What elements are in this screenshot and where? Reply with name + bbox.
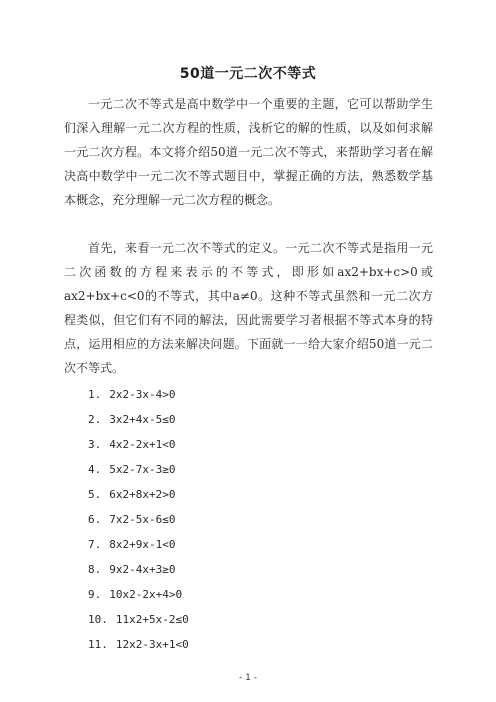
inequality-list <box>88 388 189 663</box>
page-number: - 1 - <box>239 673 257 683</box>
item-number: 1. <box>88 388 102 401</box>
document-title: 50道一元二次不等式 <box>179 66 317 82</box>
item-number: 2. <box>88 413 102 426</box>
item-number: 9. <box>88 588 102 601</box>
list-item <box>88 388 189 413</box>
item-number: 7. <box>88 538 102 551</box>
item-number: 5. <box>88 488 102 501</box>
list-item <box>88 463 189 488</box>
item-expression: 10x2-2x+4>0 <box>109 588 183 601</box>
item-number: 10. <box>88 613 108 626</box>
list-item <box>88 563 189 588</box>
item-number: 3. <box>88 438 102 451</box>
list-item <box>88 588 189 613</box>
item-number: 11. <box>88 638 108 651</box>
item-expression: 9x2-4x+3≥0 <box>109 563 176 576</box>
list-item <box>88 488 189 513</box>
item-expression: 5x2-7x-3≥0 <box>109 463 176 476</box>
item-number: 6. <box>88 513 102 526</box>
list-item <box>88 413 189 438</box>
item-number: 4. <box>88 463 102 476</box>
list-item <box>88 438 189 463</box>
item-expression: 4x2-2x+1<0 <box>109 438 176 451</box>
list-item <box>88 513 189 538</box>
item-expression: 6x2+8x+2>0 <box>109 488 176 501</box>
list-item <box>88 613 189 638</box>
definition-paragraph: 首先，来看一元二次不等式的定义。一元二次不等式是指用一元二次函数的方程来表示的不等式，即形如ax2+bx+c>0或ax2+bx+c<0的不等式，其中a≠0。这种不等式虽然和一元二次方程类似，但它们有不同的解法，因此需要学习者根据不等式本身的特点，运用相应的方法来解决问题。下面就一一给大家介绍50道一元二次不等式。 <box>64 241 433 375</box>
item-expression: 7x2-5x-6≤0 <box>109 513 176 526</box>
item-expression: 3x2+4x-5≤0 <box>109 413 176 426</box>
item-number: 8. <box>88 563 102 576</box>
item-expression: 2x2-3x-4>0 <box>109 388 176 401</box>
intro-paragraph: 一元二次不等式是高中数学中一个重要的主题，它可以帮助学生们深入理解一元二次方程的性质，浅析它的解的性质，以及如何求解一元二次方程。本文将介绍50道一元二次不等式，来帮助学习者在解决高中数学中一元二次不等式题目中，掌握正确的方法，熟悉数学基本概念，充分理解一元二次方程的概念。 <box>64 97 433 207</box>
list-item <box>88 638 189 663</box>
item-expression: 11x2+5x-2≤0 <box>115 613 189 626</box>
item-expression: 12x2-3x+1<0 <box>115 638 189 651</box>
item-expression: 8x2+9x-1<0 <box>109 538 176 551</box>
list-item <box>88 538 189 563</box>
